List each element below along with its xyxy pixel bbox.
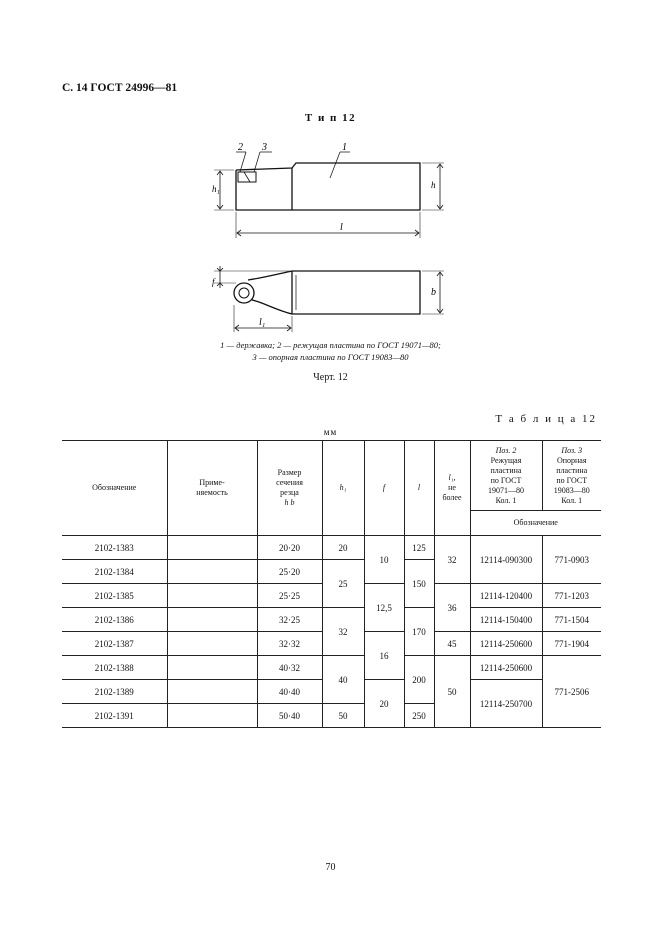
page-number: 70 [325,862,336,873]
dim-f-label: f [212,277,215,287]
figure-type-title: Т и п 12 [304,112,357,124]
side-view [236,163,420,210]
table-row: 2102-1383 20·20 20 10 125 32 12114-090300 771-0903 [62,536,601,560]
technical-drawing [0,0,661,360]
table-row: 2102-1387 32·32 16 45 12114-250600 771-1904 [62,632,601,656]
side-view-extension-lines [214,163,444,238]
dim-b-label: b [431,287,436,298]
header-section-size: Размер сечения резца h b [257,441,322,536]
plan-view [234,271,420,314]
table-row: 2102-1388 40·32 40 200 50 12114-250600 771-2506 [62,656,601,680]
callout-leaders [236,152,350,178]
page-header: С. 14 ГОСТ 24996—81 [62,82,178,94]
header-h1: h₁ [322,441,364,536]
callout-1: 1 [342,142,347,153]
header-l1: l₁, не более [434,441,470,536]
table-row: 2102-1389 40·40 20 12114-250700 [62,680,601,704]
plan-view-dimensions [217,266,443,331]
header-pos3: Поз. 3 Опорная пластина по ГОСТ 19083—80 Кол. 1 [542,441,601,511]
table-units: мм [323,427,338,437]
figure-legend-line-1: 1 — державка; 2 — режущая пластина по ГОСТ 19071—80; [220,340,441,350]
table-row: 2102-1384 25·20 25 150 [62,560,601,584]
dim-l1-label: l₁ [259,317,266,328]
dim-h-label: h [431,180,436,190]
spec-table [62,440,601,728]
header-plate-designation: Обозначение [470,511,601,536]
figure-label: Черт. 12 [313,372,348,383]
dim-h1-label: h₁ [212,184,220,194]
table-label: Т а б л и ц а 12 [495,413,597,425]
dim-l-label: l [340,222,343,233]
callout-2: 2 [238,142,243,153]
header-l: l [404,441,434,536]
header-pos2: Поз. 2 Режущая пластина по ГОСТ 19071—80 Кол. 1 [470,441,542,511]
figure-legend-line-2: 3 — опорная пластина по ГОСТ 19083—80 [252,352,409,362]
header-f: f [364,441,404,536]
header-applicability: Приме- няемость [167,441,257,536]
table-row: 2102-1385 25·25 12,5 36 12114-120400 771-1203 [62,584,601,608]
table-row: 2102-1391 50·40 50 250 [62,704,601,728]
callout-3: 3 [262,142,267,153]
header-designation: Обозначение [62,441,167,536]
side-view-dimensions [217,164,443,236]
table-row: 2102-1386 32·25 32 170 12114-150400 771-1504 [62,608,601,632]
